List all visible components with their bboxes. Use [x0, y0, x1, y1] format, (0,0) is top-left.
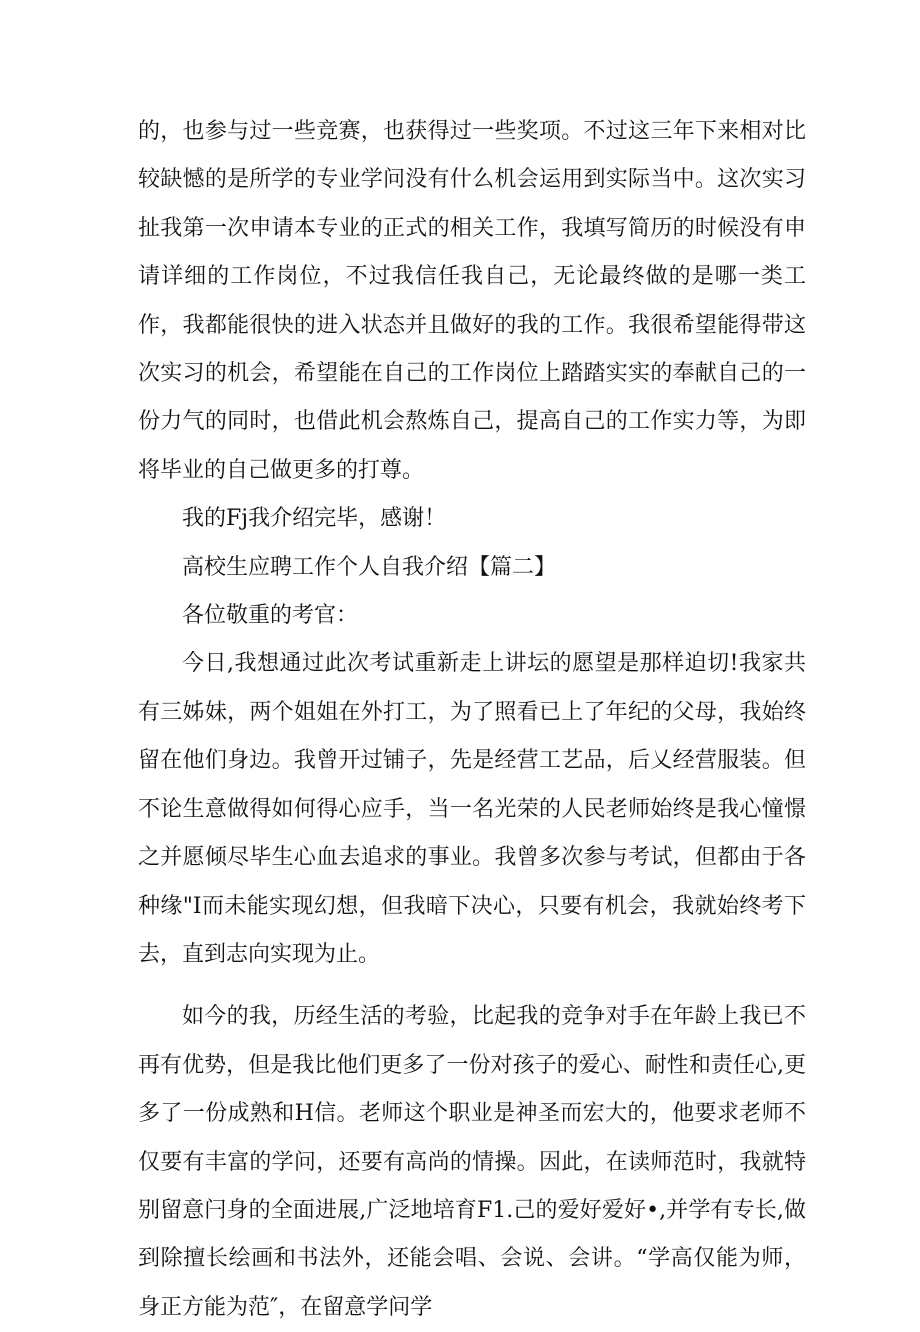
greeting-line: 各位敬重的考官： [182, 603, 359, 629]
paragraph-closing-thanks: 我的Fj我介绍完毕，感谢！ [182, 506, 447, 532]
paragraph-strengths: 如今的我，历经生活的考验，比起我的竞争对手在年龄上我已不再有优势，但是我比他们更多了一份对孩子的爱心、耐性和责任心,更多了一份成熟和H信。老师这个职业是神圣而宏大的，他要求老师不仅要有丰富的学问，还要有高尚的情操。因此，在读师范时，我就特别留意闩身的全面进展,广泛地培育F1.己的爱好爱好•,并学有专长,做到除擅长绘画和书法外，还能会唱、会说、会讲。“学高仅能为师，身正方能为范″，在留意学问学 [138, 1004, 806, 1320]
paragraph-continued-text: 的，也参与过一些竞赛，也获得过一些奖项。不过这三年下来相对比较缺憾的是所学的专业学问没有什么机会运用到实际当中。这次实习扯我第一次申请本专业的正式的相关工作，我填写简历的时候没有申请详细的工作岗位，不过我信任我自己，无论最终做的是哪一类工作，我都能很快的进入状态并且做好的我的工作。我很希望能得带这次实习的机会，希望能在自己的工作岗位上踏踏实实的奉献自己的一份力气的同时，也借此机会熬炼自己，提高自己的工作实力等，为即将毕业的自己做更多的打尊。 [138, 119, 806, 483]
paragraph-motivation: 今日,我想通过此次考试重新走上讲坛的愿望是那样迫切!我家共有三姊妹，两个姐姐在外打工，为了照看已上了年纪的父母，我始终留在他们身边。我曾开过铺子，先是经营工艺品，后乂经营服装。但不论生意做得如何得心应手，当一名光荣的人民老师始终是我心憧憬之并愿倾尽毕生心血去追求的事业。我曾多次参与考试，但都由于各种缘"I而未能实现幻想，但我暗下决心，只要有机会，我就始终考下去，直到志向实现为止。 [138, 651, 806, 967]
section-heading-part-two: 高校生应聘工作个人自我介绍【篇二】 [182, 554, 557, 580]
